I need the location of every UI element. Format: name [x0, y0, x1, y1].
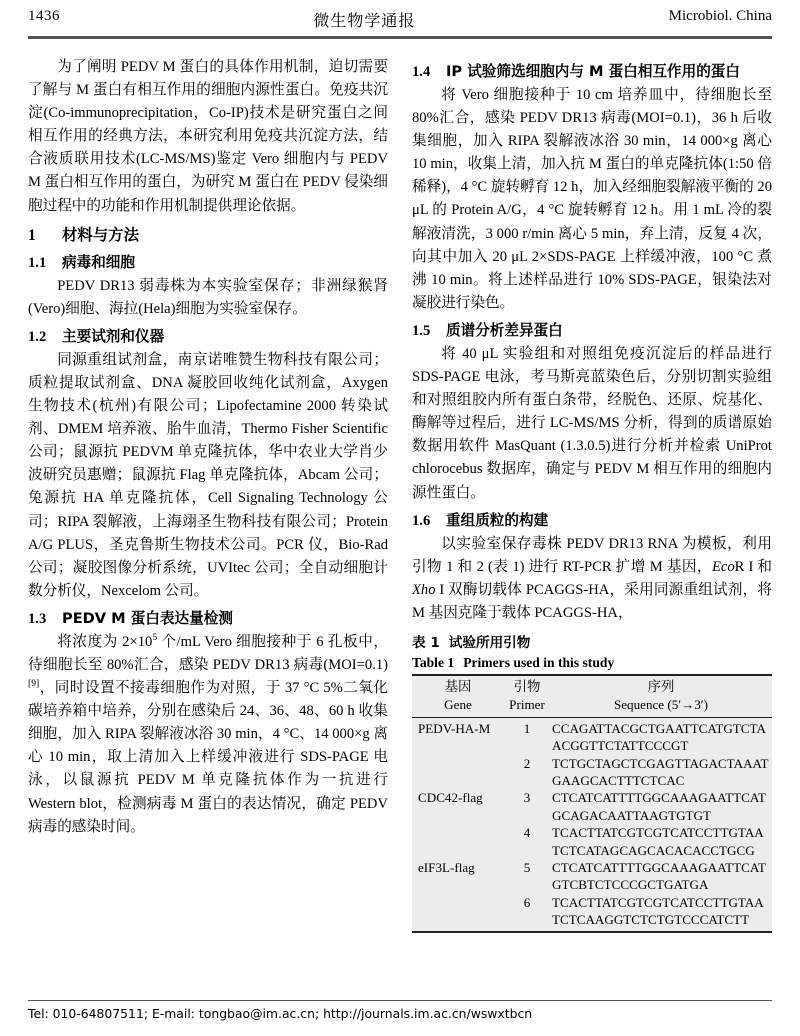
section-title-1: 材料与方法: [62, 225, 139, 244]
page-number: 1436: [28, 8, 60, 24]
column-header-primer-en: Primer: [509, 697, 545, 713]
cell-sequence: [550, 789, 772, 824]
left-column: [28, 56, 388, 839]
sequence-line: TCACTTATCGTCGTCATCCTTGTAA: [552, 825, 764, 841]
table-row: [412, 859, 772, 894]
cell-sequence: [550, 824, 772, 859]
section-heading-1-2: [28, 326, 388, 348]
footer-contact: Tel: 010-64807511; E-mail: tongbao@im.ac.cn; http://journals.im.ac.cn/wswxtbcn: [28, 1006, 533, 1021]
footer-divider: [28, 1000, 772, 1001]
cell-primer-number: 1: [523, 720, 531, 736]
cell-primer-number: 6: [523, 894, 531, 910]
table-title-cn: 试验所用引物: [448, 634, 531, 651]
primer-table: [412, 674, 772, 933]
column-header-gene-en: Gene: [444, 697, 472, 713]
cell-gene: [412, 755, 504, 790]
section-number-1-6: 1.6: [412, 512, 431, 529]
section-1-5-body: 将 40 μL 实验组和对照组免疫沉淀后的样品进行 SDS-PAGE 电泳，考马斯亮蓝染色后，分别切割实验组和对照组胶内所有蛋白条带，经脱色、还原、烷基化、酶解等过程后，进行 LC-MS/MS 分析，得到的质谱原始数据用软件 MasQuant (1.3.0.5)进行分析并检索 UniProt chlorocebus 数据库，确定与 PEDV M 相互作用的细胞内源性蛋白。: [412, 345, 772, 501]
sequence-line: GTCBTCTCCCGCTGATGA: [552, 877, 709, 893]
column-header-sequence-en: Sequence (5′→3′): [613, 697, 709, 713]
table-title-en: Primers used in this study: [463, 654, 615, 670]
cell-primer-number: 3: [523, 790, 531, 806]
running-head: [28, 8, 772, 34]
cell-primer-number: 2: [523, 755, 531, 771]
section-heading-1-6: [412, 510, 772, 532]
table-header-row-cn: [412, 675, 772, 696]
cell-primer-number: 4: [523, 825, 531, 841]
sequence-line: CTCATCATTTTGGCAAAGAATTCAT: [552, 860, 766, 876]
table-row: [412, 755, 772, 790]
table-label-cn: 表 1: [412, 634, 440, 651]
section-number-1-4: 1.4: [412, 64, 431, 80]
column-header-primer-cn: 引物: [513, 679, 541, 695]
section-number-1: 1: [28, 226, 36, 244]
table-header-row-en: [412, 696, 772, 717]
cell-primer-number: 5: [523, 860, 531, 876]
citation-reference-9: [9]: [28, 678, 40, 690]
journal-title-cn: 微生物学通报: [313, 13, 416, 30]
cell-sequence: [550, 894, 772, 932]
section-1-6-body: [412, 533, 772, 625]
section-title-1-6: 重组质粒的构建: [446, 511, 549, 529]
section-number-1-1: 1.1: [28, 254, 47, 271]
cell-gene: [412, 894, 504, 932]
table-1-block: [412, 634, 772, 933]
section-heading-1: [28, 224, 388, 247]
section-1-3-body: [28, 631, 388, 839]
table-head: [412, 675, 772, 717]
cell-gene: eIF3L-flag: [418, 860, 475, 876]
table-row: [412, 894, 772, 932]
section-title-1-2: 主要试剂和仪器: [62, 327, 165, 345]
section-1-2-body: 同源重组试剂盒，南京诺唯赞生物科技有限公司；质粒提取试剂盒、DNA 凝胶回收纯化试剂盒，Axygen 生物技术(杭州)有限公司；Lipofectamine 2000 转染试剂、DMEM 培养液、胎牛血清，Thermo Fisher Scientific 公司；鼠源抗 PEDVM 单克隆抗体，华中农业大学肖少波研究员惠赠；鼠源抗 Flag 单克隆抗体，Abcam 公司；兔源抗 HA 单克隆抗体，Cell Signaling Technology 公司；RIPA 裂解液，上海翊圣生物科技有限公司；Protein A/G PLUS，圣克鲁斯生物技术公司。PCR 仪，Bio-Rad 公司；凝胶图像分析系统，UVItec 公司；全自动细胞计数分析仪，Nexcelom 公司。: [28, 351, 388, 599]
header-divider: [28, 36, 772, 39]
sequence-line: TCTGCTAGCTCGAGTTAGACTAAAT: [552, 755, 769, 771]
section-1-3-text-c: ，同时设置不接毒细胞作为对照，于 37 °C 5%二氧化碳培养箱中培养，分别在感染后 24、36、48、60 h 收集细胞，加入 RIPA 裂解液冰浴 30 min，4 °C、14 000×g 离心 10 min，取上清加入上样缓冲液进行 SDS-PAGE 电泳，以鼠源抗 PEDV M 单克隆抗体作为一抗进行 Western blot，检测病毒 M 蛋白的表达情况，确定 PEDV 病毒的感染时间。: [28, 680, 388, 835]
enzyme-name-xho: Xho: [412, 581, 436, 598]
section-1-3-text-b: 个/mL Vero 细胞接种于 6 孔板中，待细胞长至 80%汇合，感染 PEDV DR13 病毒(MOI=0.1): [28, 633, 388, 673]
column-header-gene-cn: 基因: [444, 679, 472, 695]
section-1-1-body: PEDV DR13 弱毒株为本实验室保存；非洲绿猴肾(Vero)细胞、海拉(Hela)细胞为实验室保存。: [28, 277, 388, 317]
section-heading-1-4: [412, 61, 772, 83]
superscript-exponent: 5: [152, 632, 158, 644]
section-number-1-2: 1.2: [28, 328, 47, 345]
table-body: [412, 717, 772, 931]
table-label-en: Table 1: [412, 654, 455, 670]
section-1-3-text-a: 将浓度为 2×10: [57, 633, 153, 650]
section-heading-1-5: [412, 320, 772, 342]
journal-title-en: Microbiol. China: [668, 8, 772, 24]
table-row: [412, 789, 772, 824]
table-caption-en: [412, 653, 772, 672]
right-column: [412, 56, 772, 933]
table-row: [412, 717, 772, 754]
section-1-6-text-b: R I 和: [734, 558, 772, 575]
column-header-sequence-cn: 序列: [647, 679, 675, 695]
section-1-6-text-c: I 双酶切载体 PCAGGS-HA，采用同源重组试剂，将 M 基因克隆于载体 PCAGGS-HA，: [412, 581, 772, 621]
intro-paragraph: 为了阐明 PEDV M 蛋白的具体作用机制，迫切需要了解与 M 蛋白有相互作用的细胞内源性蛋白。免疫共沉淀(Co-immunoprecipitation，Co-IP)技术是研究蛋白之间相互作用的经典方法，本研究利用免疫共沉淀方法，结合液质联用技术(LC-MS/MS)鉴定 Vero 细胞内与 PEDV M 蛋白相互作用的蛋白，为研究 M 蛋白在 PEDV 侵染细胞过程中的功能和作用机制提供理论依据。: [28, 59, 388, 214]
section-title-1-3: PEDV M 蛋白表达量检测: [62, 609, 233, 627]
cell-gene: PEDV-HA-M: [418, 720, 491, 736]
sequence-line: ACGGTTCTATTCCCGT: [552, 738, 689, 754]
cell-gene: CDC42-flag: [418, 790, 483, 806]
table-row: [412, 824, 772, 859]
cell-gene: [412, 824, 504, 859]
sequence-line: GCAGACAATTAAGTGTGT: [552, 807, 711, 823]
sequence-line: TCACTTATCGTCGTCATCCTTGTAA: [552, 894, 764, 910]
sequence-line: TCTCAAGGTCTCTGTCCCATCTT: [552, 912, 750, 928]
section-number-1-3: 1.3: [28, 610, 47, 627]
section-heading-1-1: [28, 252, 388, 274]
section-title-1-4: IP 试验筛选细胞内与 M 蛋白相互作用的蛋白: [446, 63, 740, 80]
sequence-line: CTCATCATTTTGGCAAAGAATTCAT: [552, 790, 766, 806]
section-heading-1-3: [28, 608, 388, 630]
sequence-line: GAAGCACTTTCTCAC: [552, 773, 685, 788]
sequence-line: CCAGATTACGCTGAATTCATGTCTA: [552, 720, 766, 736]
cell-sequence: [550, 859, 772, 894]
sequence-line: TCTCATAGCAGCACACACCTGCG: [552, 842, 755, 858]
cell-sequence: [550, 755, 772, 790]
cell-sequence: [550, 717, 772, 754]
table-caption-cn: [412, 634, 772, 653]
section-1-4-body: 将 Vero 细胞接种于 10 cm 培养皿中，待细胞长至 80%汇合，感染 PEDV DR13 病毒(MOI=0.1)，36 h 后收集细胞，加入 RIPA 裂解液冰浴 30 min，14 000×g 离心 10 min，收集上清，加入抗 M 蛋白的单克隆抗体(1:50 倍稀释)，4 °C 旋转孵育 12 h，加入经细胞裂解液平衡的 20 μL 的 Protein A/G，4 °C 旋转孵育 12 h。用 1 mL 冷的裂解液清洗，3 000 r/min 离心 5 min，弃上清，反复 4 次，向其中加入 20 μL 2×SDS-PAGE 上样缓冲液，100 °C 煮沸 10 min。将上述样品进行 10% SDS-PAGE，银染法对凝胶进行染色。: [412, 87, 772, 311]
section-title-1-5: 质谱分析差异蛋白: [446, 321, 563, 339]
section-number-1-5: 1.5: [412, 322, 431, 339]
section-1-6-text-a: 以实验室保存毒株 PEDV DR13 RNA 为模板，利用引物 1 和 2 (表 1) 进行 RT-PCR 扩增 M 基因，: [412, 535, 772, 575]
enzyme-name-eco: Eco: [711, 558, 735, 575]
section-title-1-1: 病毒和细胞: [62, 253, 135, 271]
